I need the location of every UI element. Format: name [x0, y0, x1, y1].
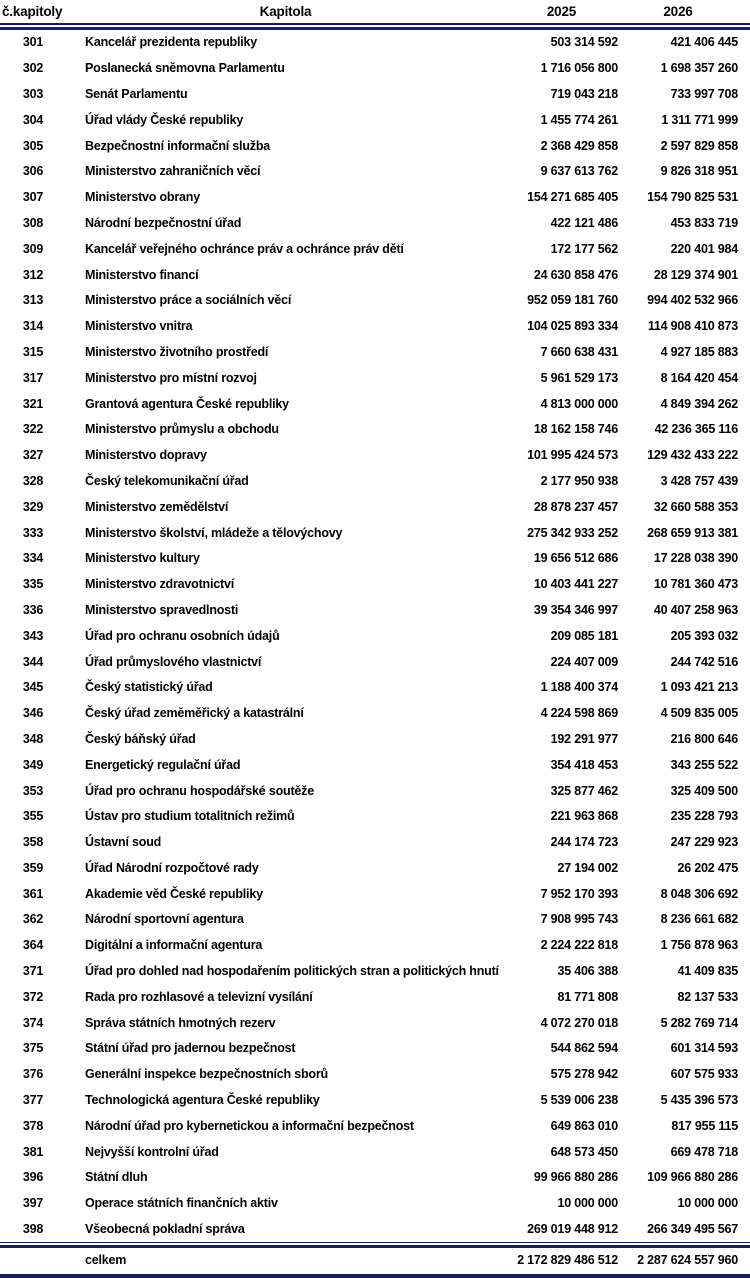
value-2025-cell: 104 025 893 334: [527, 319, 618, 334]
chapter-number-cell: 343: [22, 628, 44, 643]
chapter-number-cell: 309: [22, 241, 44, 256]
value-2026-cell: 607 575 933: [670, 1067, 738, 1082]
chapter-name-cell: Ministerstvo financí: [85, 267, 199, 282]
chapter-number-cell: 348: [22, 731, 44, 746]
value-2025-cell: 81 771 808: [557, 989, 618, 1004]
value-2025-cell: 192 291 977: [550, 731, 618, 746]
chapter-name-cell: Operace státních finančních aktiv: [85, 1196, 278, 1211]
table-row: [0, 545, 750, 571]
chapter-number-cell: 302: [22, 61, 44, 76]
value-2026-cell: 17 228 038 390: [653, 551, 738, 566]
value-2025-cell: 575 278 942: [550, 1067, 618, 1082]
value-2026-cell: 1 093 421 213: [660, 680, 738, 695]
value-2025-cell: 649 863 010: [550, 1118, 618, 1133]
table-row: [0, 726, 750, 752]
chapter-name-cell: Kancelář veřejného ochránce práv a ochránce práv dětí: [85, 241, 404, 256]
value-2026-cell: 247 229 923: [670, 835, 738, 850]
table-row: [0, 262, 750, 288]
chapter-name-cell: Ministerstvo dopravy: [85, 448, 207, 463]
chapter-number-cell: 377: [22, 1093, 44, 1108]
chapter-number-cell: 349: [22, 757, 44, 772]
chapter-name-cell: Úřad Národní rozpočtové rady: [85, 860, 259, 875]
chapter-name-cell: Úřad pro ochranu hospodářské soutěže: [85, 783, 314, 798]
value-2025-cell: 544 862 594: [550, 1041, 618, 1056]
header-year-2025: 2025: [546, 4, 577, 19]
value-2025-cell: 2 368 429 858: [540, 138, 618, 153]
chapter-name-cell: Ústavní soud: [85, 835, 162, 850]
value-2025-cell: 154 271 685 405: [527, 190, 618, 205]
value-2025-cell: 244 174 723: [550, 835, 618, 850]
value-2026-cell: 8 164 420 454: [660, 370, 738, 385]
table-row: [0, 984, 750, 1010]
value-2026-cell: 994 402 532 966: [647, 293, 738, 308]
chapter-name-cell: Poslanecká sněmovna Parlamentu: [85, 61, 285, 76]
table-row: [0, 158, 750, 184]
chapter-name-cell: Státní dluh: [85, 1170, 148, 1185]
chapter-number-cell: 358: [22, 835, 44, 850]
table-row: [0, 700, 750, 726]
value-2026-cell: 421 406 445: [670, 35, 738, 50]
value-2026-cell: 5 435 396 573: [660, 1093, 738, 1108]
value-2026-cell: 154 790 825 531: [647, 190, 738, 205]
chapter-number-cell: 335: [22, 577, 44, 592]
chapter-name-cell: Úřad průmyslového vlastnictví: [85, 654, 262, 669]
value-2026-cell: 453 833 719: [670, 215, 738, 230]
value-2026-cell: 9 826 318 951: [660, 164, 738, 179]
chapter-number-cell: 329: [22, 499, 44, 514]
chapter-number-cell: 376: [22, 1067, 44, 1082]
chapter-number-cell: 313: [22, 293, 44, 308]
chapter-number-cell: 375: [22, 1041, 44, 1056]
chapter-number-cell: 346: [22, 706, 44, 721]
chapter-number-cell: 398: [22, 1222, 44, 1237]
table-row: [0, 313, 750, 339]
value-2025-cell: 4 813 000 000: [540, 396, 618, 411]
value-2026-cell: 5 282 769 714: [660, 1015, 738, 1030]
chapter-number-cell: 374: [22, 1015, 44, 1030]
value-2026-cell: 28 129 374 901: [653, 267, 738, 282]
chapter-name-cell: Český báňský úřad: [85, 731, 196, 746]
value-2025-cell: 1 716 056 800: [540, 61, 618, 76]
value-2025-cell: 172 177 562: [550, 241, 618, 256]
chapter-name-cell: Ministerstvo obrany: [85, 190, 200, 205]
chapter-number-cell: 364: [22, 938, 44, 953]
chapter-number-cell: 301: [22, 35, 44, 50]
value-2026-cell: 41 409 835: [677, 964, 738, 979]
chapter-name-cell: Ministerstvo spravedlnosti: [85, 602, 239, 617]
chapter-name-cell: Ústav pro studium totalitních režimů: [85, 809, 295, 824]
table-row: [0, 184, 750, 210]
table-row: [0, 597, 750, 623]
value-2026-cell: 266 349 495 567: [647, 1222, 738, 1237]
table-row: [0, 133, 750, 159]
value-2025-cell: 354 418 453: [550, 757, 618, 772]
value-2025-cell: 7 952 170 393: [540, 886, 618, 901]
total-row: [0, 1248, 750, 1272]
table-row: [0, 287, 750, 313]
table-row: [0, 81, 750, 107]
value-2025-cell: 7 660 638 431: [540, 344, 618, 359]
chapter-name-cell: Ministerstvo vnitra: [85, 319, 193, 334]
table-row: [0, 442, 750, 468]
value-2025-cell: 5 539 006 238: [540, 1093, 618, 1108]
chapter-name-cell: Ministerstvo školství, mládeže a tělovýchovy: [85, 525, 343, 540]
value-2025-cell: 19 656 512 686: [533, 551, 618, 566]
value-2026-cell: 26 202 475: [677, 860, 738, 875]
chapter-number-cell: 305: [22, 138, 44, 153]
chapter-name-cell: Ministerstvo životního prostředí: [85, 344, 269, 359]
value-2026-cell: 235 228 793: [670, 809, 738, 824]
table-row: [0, 391, 750, 417]
chapter-number-cell: 312: [22, 267, 44, 282]
chapter-number-cell: 315: [22, 344, 44, 359]
chapter-number-cell: 353: [22, 783, 44, 798]
value-2025-cell: 10 000 000: [557, 1196, 618, 1211]
value-2026-cell: 601 314 593: [670, 1041, 738, 1056]
table-row: [0, 907, 750, 933]
value-2025-cell: 2 177 950 938: [540, 473, 618, 488]
value-2026-cell: 129 432 433 222: [647, 448, 738, 463]
value-2026-cell: 669 478 718: [670, 1144, 738, 1159]
value-2026-cell: 733 997 708: [670, 86, 738, 101]
table-row: [0, 803, 750, 829]
chapter-name-cell: Český úřad zeměměřický a katastrální: [85, 706, 304, 721]
chapter-number-cell: 371: [22, 964, 44, 979]
chapter-name-cell: Ministerstvo kultury: [85, 551, 200, 566]
table-row: [0, 1190, 750, 1216]
total-value-2025: 2 172 829 486 512: [517, 1253, 618, 1268]
value-2026-cell: 2 597 829 858: [660, 138, 738, 153]
value-2025-cell: 952 059 181 760: [527, 293, 618, 308]
table-row: [0, 623, 750, 649]
value-2026-cell: 244 742 516: [670, 654, 738, 669]
chapter-number-cell: 378: [22, 1118, 44, 1133]
value-2025-cell: 39 354 346 997: [533, 602, 618, 617]
value-2025-cell: 5 961 529 173: [540, 370, 618, 385]
value-2025-cell: 269 019 448 912: [527, 1222, 618, 1237]
chapter-name-cell: Český telekomunikační úřad: [85, 473, 249, 488]
chapter-name-cell: Všeobecná pokladní správa: [85, 1222, 245, 1237]
table-row: [0, 416, 750, 442]
chapter-name-cell: Kancelář prezidenta republiky: [85, 35, 258, 50]
chapter-number-cell: 322: [22, 422, 44, 437]
chapter-name-cell: Český statistický úřad: [85, 680, 213, 695]
chapter-number-cell: 328: [22, 473, 44, 488]
chapter-name-cell: Akademie věd České republiky: [85, 886, 263, 901]
table-row: [0, 1139, 750, 1165]
value-2026-cell: 40 407 258 963: [653, 602, 738, 617]
table-header: [0, 0, 750, 23]
chapter-name-cell: Ministerstvo zahraničních věcí: [85, 164, 261, 179]
chapter-name-cell: Rada pro rozhlasové a televizní vysílání: [85, 989, 313, 1004]
value-2025-cell: 503 314 592: [550, 35, 618, 50]
value-2025-cell: 24 630 858 476: [533, 267, 618, 282]
value-2026-cell: 268 659 913 381: [647, 525, 738, 540]
table-row: [0, 55, 750, 81]
value-2025-cell: 221 963 868: [550, 809, 618, 824]
chapter-number-cell: 396: [22, 1170, 44, 1185]
table-row: [0, 339, 750, 365]
table-row: [0, 468, 750, 494]
chapter-number-cell: 333: [22, 525, 44, 540]
value-2025-cell: 9 637 613 762: [540, 164, 618, 179]
table-row: [0, 674, 750, 700]
chapter-number-cell: 307: [22, 190, 44, 205]
chapter-number-cell: 372: [22, 989, 44, 1004]
chapter-name-cell: Státní úřad pro jadernou bezpečnost: [85, 1041, 296, 1056]
value-2026-cell: 4 927 185 883: [660, 344, 738, 359]
table-row: [0, 1010, 750, 1036]
value-2026-cell: 10 000 000: [677, 1196, 738, 1211]
table-row: [0, 1036, 750, 1062]
value-2025-cell: 10 403 441 227: [533, 577, 618, 592]
chapter-name-cell: Ministerstvo práce a sociálních věcí: [85, 293, 292, 308]
chapter-number-cell: 327: [22, 448, 44, 463]
value-2025-cell: 325 877 462: [550, 783, 618, 798]
chapter-number-cell: 306: [22, 164, 44, 179]
value-2025-cell: 18 162 158 746: [533, 422, 618, 437]
value-2025-cell: 1 455 774 261: [540, 112, 618, 127]
value-2025-cell: 275 342 933 252: [527, 525, 618, 540]
table-row: [0, 881, 750, 907]
table-row: [0, 778, 750, 804]
table-row: [0, 1061, 750, 1087]
chapter-number-cell: 304: [22, 112, 44, 127]
value-2026-cell: 216 800 646: [670, 731, 738, 746]
table-row: [0, 494, 750, 520]
chapter-number-cell: 334: [22, 551, 44, 566]
value-2025-cell: 35 406 388: [557, 964, 618, 979]
value-2026-cell: 1 756 878 963: [660, 938, 738, 953]
chapter-number-cell: 362: [22, 912, 44, 927]
table-row: [0, 1216, 750, 1242]
chapter-number-cell: 321: [22, 396, 44, 411]
table-body: [0, 30, 750, 1242]
value-2026-cell: 4 509 835 005: [660, 706, 738, 721]
table-row: [0, 30, 750, 56]
table-row: [0, 210, 750, 236]
chapter-number-cell: 314: [22, 319, 44, 334]
chapter-number-cell: 361: [22, 886, 44, 901]
header-chapter-number: č.kapitoly: [2, 4, 63, 19]
chapter-number-cell: 308: [22, 215, 44, 230]
table-row: [0, 520, 750, 546]
value-2025-cell: 27 194 002: [557, 860, 618, 875]
value-2026-cell: 109 966 880 286: [647, 1170, 738, 1185]
value-2025-cell: 209 085 181: [550, 628, 618, 643]
chapter-name-cell: Grantová agentura České republiky: [85, 396, 289, 411]
chapter-name-cell: Ministerstvo průmyslu a obchodu: [85, 422, 279, 437]
value-2025-cell: 28 878 237 457: [533, 499, 618, 514]
chapter-name-cell: Ministerstvo zdravotnictví: [85, 577, 234, 592]
chapter-number-cell: 336: [22, 602, 44, 617]
chapter-number-cell: 359: [22, 860, 44, 875]
value-2025-cell: 99 966 880 286: [533, 1170, 618, 1185]
chapter-name-cell: Ministerstvo pro místní rozvoj: [85, 370, 257, 385]
value-2026-cell: 220 401 984: [670, 241, 738, 256]
value-2025-cell: 422 121 486: [550, 215, 618, 230]
value-2026-cell: 325 409 500: [670, 783, 738, 798]
table-row: [0, 107, 750, 133]
value-2026-cell: 42 236 365 116: [654, 422, 738, 437]
value-2025-cell: 1 188 400 374: [540, 680, 618, 695]
value-2026-cell: 32 660 588 353: [653, 499, 738, 514]
table-row: [0, 932, 750, 958]
value-2026-cell: 3 428 757 439: [660, 473, 738, 488]
chapter-name-cell: Nejvyšší kontrolní úřad: [85, 1144, 219, 1159]
chapter-name-cell: Ministerstvo zemědělství: [85, 499, 229, 514]
chapter-name-cell: Bezpečnostní informační služba: [85, 138, 271, 153]
value-2025-cell: 719 043 218: [550, 86, 618, 101]
table-row: [0, 855, 750, 881]
chapter-name-cell: Digitální a informační agentura: [85, 938, 263, 953]
value-2026-cell: 8 048 306 692: [660, 886, 738, 901]
chapter-number-cell: 317: [22, 370, 44, 385]
header-year-2026: 2026: [663, 4, 693, 19]
value-2025-cell: 2 224 222 818: [540, 938, 618, 953]
chapter-name-cell: Správa státních hmotných rezerv: [85, 1015, 276, 1030]
value-2025-cell: 101 995 424 573: [527, 448, 618, 463]
total-label: celkem: [85, 1253, 127, 1268]
chapter-name-cell: Technologická agentura České republiky: [85, 1093, 320, 1108]
value-2025-cell: 4 072 270 018: [540, 1015, 618, 1030]
chapter-name-cell: Energetický regulační úřad: [85, 757, 241, 772]
chapter-name-cell: Generální inspekce bezpečnostních sborů: [85, 1067, 328, 1082]
total-value-2026: 2 287 624 557 960: [637, 1253, 738, 1268]
value-2026-cell: 10 781 360 473: [653, 577, 738, 592]
table-row: [0, 1165, 750, 1191]
chapter-name-cell: Úřad vlády České republiky: [85, 112, 244, 127]
value-2025-cell: 648 573 450: [550, 1144, 618, 1159]
chapter-number-cell: 397: [22, 1196, 44, 1211]
value-2026-cell: 205 393 032: [670, 628, 738, 643]
chapter-name-cell: Národní úřad pro kybernetickou a informační bezpečnost: [85, 1118, 414, 1133]
value-2025-cell: 224 407 009: [550, 654, 618, 669]
value-2026-cell: 114 908 410 873: [647, 319, 738, 334]
chapter-number-cell: 344: [22, 654, 44, 669]
table-row: [0, 1113, 750, 1139]
value-2026-cell: 82 137 533: [677, 989, 738, 1004]
chapter-name-cell: Národní sportovní agentura: [85, 912, 244, 927]
chapter-number-cell: 303: [22, 86, 44, 101]
chapter-name-cell: Úřad pro dohled nad hospodařením politických stran a politických hnutí: [85, 964, 499, 979]
value-2026-cell: 343 255 522: [670, 757, 738, 772]
chapter-number-cell: 381: [22, 1144, 44, 1159]
value-2026-cell: 4 849 394 262: [660, 396, 738, 411]
value-2025-cell: 7 908 995 743: [540, 912, 618, 927]
value-2025-cell: 4 224 598 869: [540, 706, 618, 721]
chapter-name-cell: Senát Parlamentu: [85, 86, 188, 101]
chapter-number-cell: 345: [22, 680, 44, 695]
value-2026-cell: 8 236 661 682: [660, 912, 738, 927]
table-row: [0, 365, 750, 391]
chapter-name-cell: Úřad pro ochranu osobních údajů: [85, 628, 280, 643]
chapter-number-cell: 355: [22, 809, 44, 824]
value-2026-cell: 1 698 357 260: [660, 61, 738, 76]
table-row: [0, 1087, 750, 1113]
chapter-name-cell: Národní bezpečnostní úřad: [85, 215, 242, 230]
table-row: [0, 236, 750, 262]
table-bottom-rule: [0, 1274, 750, 1278]
header-chapter-name: Kapitola: [259, 4, 312, 19]
table-row: [0, 958, 750, 984]
table-row: [0, 649, 750, 675]
value-2026-cell: 817 955 115: [671, 1118, 738, 1133]
table-row: [0, 752, 750, 778]
value-2026-cell: 1 311 771 999: [661, 112, 738, 127]
table-row: [0, 829, 750, 855]
table-row: [0, 571, 750, 597]
